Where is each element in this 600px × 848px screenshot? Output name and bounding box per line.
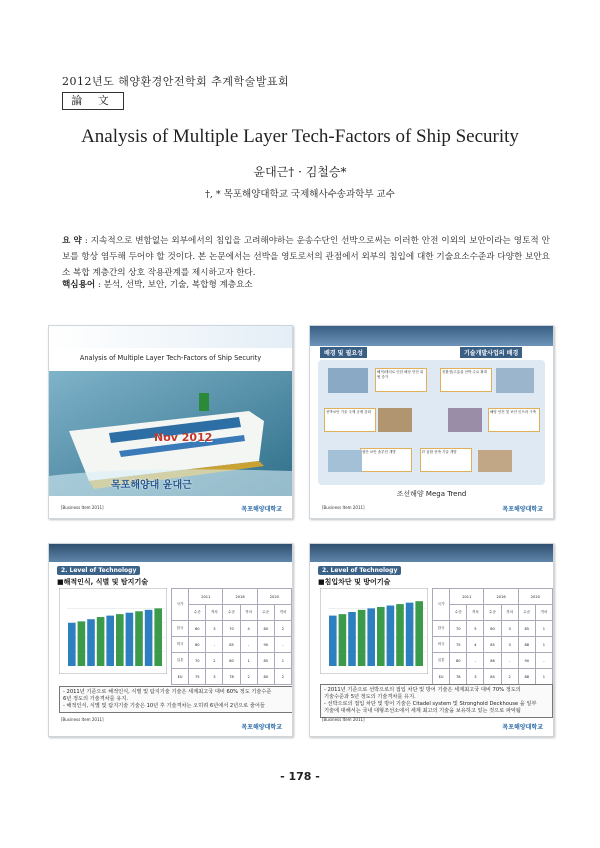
table-header: 2011 <box>189 589 223 605</box>
trend-box: 친환경/고효율 선박 수요 확대 <box>440 368 492 392</box>
slide-subtitle: ■해적인식, 식별 및 탐지기술 <box>57 578 148 586</box>
slide-source: [Business Item 2011] <box>322 505 365 510</box>
slide-source: [Business Item 2011] <box>61 505 104 510</box>
abstract-label: 요 약 <box>62 236 82 246</box>
conference-name: 2012년도 해양환경안전학회 추계학술발표회 <box>62 75 290 88</box>
university-logo: 목포해양대학교 <box>502 506 543 513</box>
slide-date: Nov 2012 <box>154 431 213 444</box>
trend-illustrations <box>318 360 545 485</box>
page-number: - 178 - <box>280 770 320 783</box>
trend-box: 첨단 보안 솔루션 개발 <box>360 448 412 472</box>
table-header: 2016 <box>223 589 257 605</box>
chart-bar <box>145 610 153 666</box>
slide-note: - 2011년 기준으로 해적인식, 식별 및 탐지기술 기술은 세계최고국 대비 60% 정도 기술수준 6년 정도의 기술격차를 유지. - 해적인식, 식별 및 탐지기술 기술은 10년 후 기술격차는 오히려 6년에서 2년으로 줄어들 <box>59 686 293 713</box>
bar-chart <box>59 588 167 674</box>
slide-title-text: Analysis of Multiple Layer Tech-Factors of Ship Security <box>79 354 262 362</box>
table-row: 일본 70 2 80 1 85 1 <box>172 653 292 669</box>
slide-source: [Business Item 2011] <box>61 717 104 722</box>
table-header: 2016 <box>484 589 518 605</box>
slide-caption: 조선해양 Mega Trend <box>396 490 467 498</box>
table-header: 국가 <box>172 589 189 621</box>
tab-background: 배경 및 필요성 <box>320 347 367 358</box>
abstract: 요 약 : 지속적으로 변함없는 외부에서의 침입을 고려해야하는 운송수단인 선박으로써는 이러한 안전 이외의 보안이라는 영토적 안보를 항상 염두해 두어야 할 것이다. 본 논문에서는 선박을 영토로서의 관점에서 외부의 침입에 대한 기술요소수준과 다양한 보안요소 복합 계층간의 상호 작용관계를 제시하고자 한다. <box>62 236 550 278</box>
slide-header: 2. Level of Technology <box>57 566 140 575</box>
chart-bar <box>78 621 86 666</box>
affiliation: †, * 목포해양대학교 국제해사수송과학부 교수 <box>205 189 395 200</box>
chart-bar <box>406 603 414 666</box>
chart-bar <box>154 608 162 666</box>
chart-bar <box>106 616 114 666</box>
chart-bar <box>387 606 395 666</box>
chart-bar <box>68 623 76 666</box>
presenter: 목포해양대 윤대근 <box>111 480 192 491</box>
chart-bar <box>348 612 356 666</box>
keywords-label: 핵심용어 <box>62 280 96 290</box>
tech-level-table: 국가 2011 2016 2020 수준 격차 수준 격차 수준 격차 한국 60 3 70 4 80 2 미국 80 - 85 - 90 - 일본 70 2 80 1 85 1 EU 75 3 78 2 80 2 <box>171 588 292 685</box>
trend-box: 선박보안 기술 국제 규제 강화 <box>324 408 376 432</box>
table-header: 국가 <box>433 589 450 621</box>
chart-bar <box>339 614 347 666</box>
slide-tech-level-2 <box>309 543 554 737</box>
slide-subtitle: ■침입차단 및 방어기술 <box>318 578 391 586</box>
table-header: 2011 <box>450 589 484 605</box>
trend-box: IT 융합 선박 기술 개발 <box>420 448 472 472</box>
chart-bar <box>396 604 404 666</box>
table-row: EU 75 3 78 2 80 2 <box>172 669 292 685</box>
university-logo: 목포해양대학교 <box>241 506 282 513</box>
keywords-text: 분석, 선박, 보안, 기술, 복합형 계층요소 <box>103 280 253 290</box>
keywords: 핵심용어 : 분석, 선박, 보안, 기술, 복합형 계층요소 <box>62 280 253 290</box>
slide-title <box>48 325 293 519</box>
paper-type-tag: 論 文 <box>62 92 124 110</box>
chart-bar <box>367 608 375 666</box>
slide-background <box>309 325 554 519</box>
slide-tech-level-1 <box>48 543 293 737</box>
chart-bar <box>87 619 95 666</box>
slide-note: - 2011년 기준으로 선박으로의 접입 차단 및 방어 기술은 세계최고국 대비 70% 정도의 기술수준과 5년 정도의 기술격차를 유지. - 선박으로의 접입 차단 및 방어 기술은 Citadel system 및 Stronghold Deckhouse 을 일부 기술에 대해서는 국내 대형조선소에서 세계 최고의 기술을 보유하고 있는 것으로 파악됨 <box>320 684 553 718</box>
authors: 윤대근† · 김철승* <box>253 165 347 179</box>
table-header: 2020 <box>518 589 552 605</box>
table-row: 한국 60 3 70 4 80 2 <box>172 621 292 637</box>
chart-bar <box>358 610 366 666</box>
table-row: 미국 75 4 85 3 88 1 <box>433 637 553 653</box>
paper-title: Analysis of Multiple Layer Tech-Factors of Ship Security <box>81 126 519 147</box>
tab-tech-background: 기술개발사업의 배경 <box>460 347 522 358</box>
chart-bar <box>329 616 337 666</box>
chart-bar <box>116 614 124 666</box>
table-row: 미국 80 - 85 - 90 - <box>172 637 292 653</box>
university-logo: 목포해양대학교 <box>502 724 543 731</box>
university-logo: 목포해양대학교 <box>241 724 282 731</box>
table-header: 2020 <box>257 589 291 605</box>
chart-bar <box>377 607 385 666</box>
tech-level-table: 국가 2011 2016 2020 수준 격차 수준 격차 수준 격차 한국 70 5 80 3 85 1 미국 75 4 85 3 88 1 일본 80 - 86 - 90 - EU 78 3 84 2 88 1 <box>432 588 553 685</box>
trend-box: 해적/테러로 인한 해상 안전 위협 증가 <box>375 368 427 392</box>
table-row: 한국 70 5 80 3 85 1 <box>433 621 553 637</box>
table-row: EU 78 3 84 2 88 1 <box>433 669 553 685</box>
slide-source: [Business Item 2011] <box>322 717 365 722</box>
bar-chart <box>320 588 428 674</box>
chart-bar <box>97 617 105 666</box>
chart-bar <box>126 613 134 666</box>
table-row: 일본 80 - 86 - 90 - <box>433 653 553 669</box>
chart-bar <box>415 601 423 666</box>
trend-box: 해양 안전 및 보안 인프라 구축 <box>488 408 540 432</box>
chart-bar <box>135 611 143 666</box>
abstract-text: 지속적으로 변함없는 외부에서의 침입을 고려해야하는 운송수단인 선박으로써는 이러한 안전 이외의 보안이라는 영토적 안보를 항상 염두해 두어야 할 것이다. 본 논문에서는 선박을 영토로서의 관점에서 외부의 침입에 대한 기술요소수준과 다양한 보안요소 복합 계층간의 상호 작용관계를 제시하고자 한다. <box>62 236 550 278</box>
slide-header: 2. Level of Technology <box>318 566 401 575</box>
